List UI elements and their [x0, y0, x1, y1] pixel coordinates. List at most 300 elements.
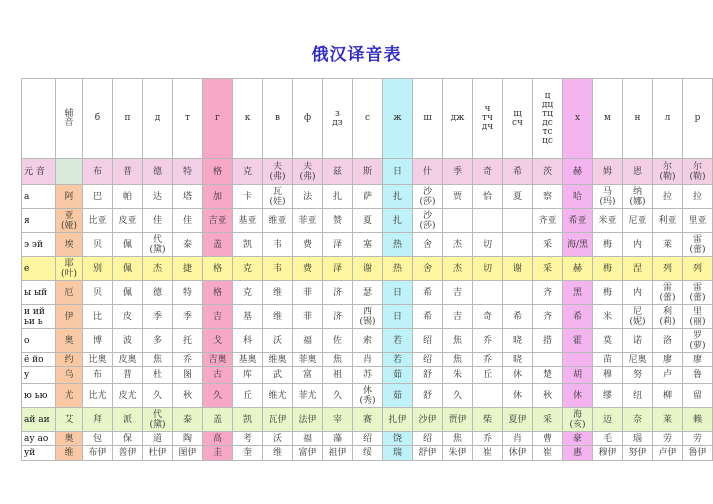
- row-vowel-label: и ий ьи ь: [22, 305, 56, 329]
- table-cell: 贾: [443, 185, 473, 209]
- table-cell: 奥: [56, 329, 83, 353]
- table-cell: 采: [533, 408, 563, 432]
- table-cell: 加: [203, 185, 233, 209]
- table-cell: 皮: [113, 305, 143, 329]
- header-consonant: в: [263, 79, 293, 159]
- table-cell: 哈: [563, 185, 593, 209]
- table-cell: 朱: [443, 367, 473, 384]
- table-cell: 焦: [143, 353, 173, 367]
- table-cell: 克: [233, 159, 263, 185]
- table-cell: 纳 (娜): [623, 185, 653, 209]
- header-consonant: ж: [383, 79, 413, 159]
- table-cell: 托: [173, 329, 203, 353]
- table-cell: 利亚: [653, 209, 683, 233]
- table-cell: 拉: [653, 185, 683, 209]
- table-cell: 杜伊: [143, 446, 173, 461]
- table-cell: 休 (秀): [353, 384, 383, 408]
- table-cell: [473, 384, 503, 408]
- table-row: [22, 233, 713, 257]
- table-cell: 鲁伊: [683, 446, 713, 461]
- table-cell: 库: [233, 367, 263, 384]
- table-cell: 吉亚: [203, 209, 233, 233]
- table-row: [22, 281, 713, 305]
- table-cell: 丘: [473, 367, 503, 384]
- header-consonant: б: [83, 79, 113, 159]
- table-row: [22, 367, 713, 384]
- table-cell: 廖: [683, 353, 713, 367]
- table-cell: 克: [233, 281, 263, 305]
- table-cell: 比奥: [83, 353, 113, 367]
- table-cell: 杜: [143, 367, 173, 384]
- table-cell: 比亚: [83, 209, 113, 233]
- table-cell: 派: [113, 408, 143, 432]
- table-cell: [503, 233, 533, 257]
- table-cell: 梅: [593, 233, 623, 257]
- table-cell: 茨: [533, 159, 563, 185]
- table-cell: 采: [533, 257, 563, 281]
- table-cell: 吉奥: [203, 353, 233, 367]
- table-cell: 乔: [173, 353, 203, 367]
- table-cell: 布: [83, 159, 113, 185]
- table-cell: 盖: [203, 233, 233, 257]
- table-cell: 焦: [443, 432, 473, 446]
- row-vowel-label: я: [22, 209, 56, 233]
- table-cell: 祖: [323, 367, 353, 384]
- table-cell: 乔: [473, 329, 503, 353]
- table-cell: 扎: [383, 185, 413, 209]
- table-cell: 绍: [413, 432, 443, 446]
- table-cell: 济: [323, 281, 353, 305]
- table-cell: 柴: [473, 408, 503, 432]
- table-cell: 格: [203, 281, 233, 305]
- table-cell: 若: [383, 353, 413, 367]
- table-cell: 内: [623, 233, 653, 257]
- header-consonant: щ сч: [503, 79, 533, 159]
- table-cell: 涅: [623, 257, 653, 281]
- table-cell: 瑞: [383, 446, 413, 461]
- table-cell: 舒伊: [413, 446, 443, 461]
- table-cell: 雷 (蕾): [683, 233, 713, 257]
- table-cell: 季: [443, 159, 473, 185]
- table-cell: 图伊: [173, 446, 203, 461]
- table-cell: 希亚: [563, 209, 593, 233]
- table-cell: 秋: [533, 384, 563, 408]
- table-cell: 久: [443, 384, 473, 408]
- table-cell: 齐亚: [533, 209, 563, 233]
- table-cell: 奇: [473, 159, 503, 185]
- table-cell: 里亚: [683, 209, 713, 233]
- header-consonant: п: [113, 79, 143, 159]
- table-cell: [473, 281, 503, 305]
- table-cell: [533, 353, 563, 367]
- table-cell: 梅: [593, 281, 623, 305]
- table-cell: 菲: [293, 305, 323, 329]
- table-cell: 格: [203, 257, 233, 281]
- table-cell: 海 (亥): [563, 408, 593, 432]
- table-cell: 恰: [473, 185, 503, 209]
- table-cell: 尼亚: [623, 209, 653, 233]
- header-consonant: 辅 音: [56, 79, 83, 159]
- table-cell: 楚: [533, 367, 563, 384]
- table-cell: 佩: [113, 281, 143, 305]
- table-cell: 焦: [443, 353, 473, 367]
- table-cell: 吉: [443, 281, 473, 305]
- table-cell: 热: [383, 257, 413, 281]
- table-cell: 杰: [443, 257, 473, 281]
- table-cell: 克: [233, 257, 263, 281]
- table-cell: 曹: [533, 432, 563, 446]
- table-cell: 约: [56, 353, 83, 367]
- header-consonant: х: [563, 79, 593, 159]
- header-consonant: дж: [443, 79, 473, 159]
- table-cell: 科: [233, 329, 263, 353]
- header-consonant: м: [593, 79, 623, 159]
- table-cell: 菲奥: [293, 353, 323, 367]
- table-cell: 什: [413, 159, 443, 185]
- table-cell: 海/黑: [563, 233, 593, 257]
- table-cell: 波: [113, 329, 143, 353]
- table-cell: 焦: [443, 329, 473, 353]
- table-cell: 凯: [233, 233, 263, 257]
- table-cell: 塔: [173, 185, 203, 209]
- table-cell: 福: [293, 329, 323, 353]
- table-cell: 卢: [653, 367, 683, 384]
- table-cell: 奎: [233, 446, 263, 461]
- table-cell: 里 (丽): [683, 305, 713, 329]
- table-cell: 福: [293, 432, 323, 446]
- table-cell: 伊: [56, 305, 83, 329]
- table-cell: 普: [113, 367, 143, 384]
- table-cell: 普伊: [113, 446, 143, 461]
- header-consonant: ч тч дч: [473, 79, 503, 159]
- table-cell: 藻: [323, 432, 353, 446]
- table-cell: 休: [503, 367, 533, 384]
- table-cell: 日: [383, 305, 413, 329]
- table-cell: 茹: [383, 384, 413, 408]
- row-vowel-label: у: [22, 367, 56, 384]
- table-cell: 莱: [653, 408, 683, 432]
- table-cell: 沙 (莎): [413, 209, 443, 233]
- table-cell: 赛: [353, 408, 383, 432]
- table-cell: 乔: [473, 353, 503, 367]
- header-consonant: ц дц тц дс тс цс: [533, 79, 563, 159]
- table-cell: 武: [263, 367, 293, 384]
- row-vowel-label: ай аи: [22, 408, 56, 432]
- table-cell: 韦: [263, 257, 293, 281]
- table-cell: 佩: [113, 257, 143, 281]
- table-cell: 努伊: [623, 446, 653, 461]
- table-cell: 扎: [323, 185, 353, 209]
- header-corner: [22, 79, 56, 159]
- table-cell: 比尤: [83, 384, 113, 408]
- table-cell: 丘: [233, 384, 263, 408]
- table-cell: 德: [143, 281, 173, 305]
- table-cell: 佐: [323, 329, 353, 353]
- row-vowel-label: 元 音: [22, 159, 56, 185]
- table-cell: 赞: [323, 209, 353, 233]
- table-cell: 尼 (妮): [623, 305, 653, 329]
- table-cell: 拜: [83, 408, 113, 432]
- table-cell: 希: [503, 159, 533, 185]
- table-cell: 兹: [323, 159, 353, 185]
- table-cell: 夫 (弗): [293, 159, 323, 185]
- table-cell: 亚 (娅): [56, 209, 83, 233]
- table-cell: 赖: [683, 408, 713, 432]
- table-cell: 齐: [533, 281, 563, 305]
- row-vowel-label: ю ью: [22, 384, 56, 408]
- table-cell: 费: [293, 233, 323, 257]
- table-cell: 尔 (勒): [653, 159, 683, 185]
- table-cell: 休伊: [503, 446, 533, 461]
- table-cell: 吉: [443, 305, 473, 329]
- table-cell: 穆伊: [593, 446, 623, 461]
- table-cell: 萨: [353, 185, 383, 209]
- table-cell: 法: [293, 185, 323, 209]
- table-cell: 代 (黛): [143, 233, 173, 257]
- table-cell: 博: [83, 329, 113, 353]
- table-cell: 泽: [323, 233, 353, 257]
- table-cell: 西 (锡): [353, 305, 383, 329]
- table-cell: 夏伊: [503, 408, 533, 432]
- table-cell: 沃: [263, 329, 293, 353]
- row-vowel-label: о: [22, 329, 56, 353]
- table-cell: 包: [83, 432, 113, 446]
- table-cell: 毛: [593, 432, 623, 446]
- table-cell: 梅: [593, 257, 623, 281]
- table-cell: 夏: [353, 209, 383, 233]
- table-cell: 休: [563, 384, 593, 408]
- table-cell: 德: [143, 159, 173, 185]
- table-cell: 惠: [563, 446, 593, 461]
- table-cell: 马 (玛): [593, 185, 623, 209]
- table-cell: 苗: [593, 353, 623, 367]
- table-cell: 舒: [413, 367, 443, 384]
- table-cell: 沙伊: [413, 408, 443, 432]
- header-consonant: т: [173, 79, 203, 159]
- table-cell: 崔: [473, 446, 503, 461]
- table-cell: 齐: [533, 305, 563, 329]
- table-row: [22, 257, 713, 281]
- table-cell: 达: [143, 185, 173, 209]
- table-cell: 富伊: [293, 446, 323, 461]
- table-cell: 斯: [353, 159, 383, 185]
- table-cell: 菲: [293, 281, 323, 305]
- table-cell: 措: [533, 329, 563, 353]
- table-cell: 米: [593, 305, 623, 329]
- table-cell: 济: [323, 305, 353, 329]
- table-cell: 鲁: [683, 367, 713, 384]
- header-consonant: г: [203, 79, 233, 159]
- table-cell: 祖伊: [323, 446, 353, 461]
- table-cell: 费: [293, 257, 323, 281]
- table-cell: 比: [83, 305, 113, 329]
- table-cell: 恩: [623, 159, 653, 185]
- table-cell: 道: [143, 432, 173, 446]
- header-consonant: д: [143, 79, 173, 159]
- table-cell: 埃: [56, 233, 83, 257]
- table-cell: 谢: [353, 257, 383, 281]
- table-cell: 绍: [413, 353, 443, 367]
- table-cell: 列: [653, 257, 683, 281]
- table-cell: 绥: [353, 446, 383, 461]
- table-cell: 基奥: [233, 353, 263, 367]
- table-row: [22, 384, 713, 408]
- table-cell: [503, 281, 533, 305]
- table-cell: 切: [473, 257, 503, 281]
- table-cell: 沃: [263, 432, 293, 446]
- header-consonant: к: [233, 79, 263, 159]
- table-cell: 法伊: [293, 408, 323, 432]
- table-cell: 廖: [653, 353, 683, 367]
- table-cell: 若: [383, 329, 413, 353]
- table-cell: 维: [263, 446, 293, 461]
- table-cell: 塞: [353, 233, 383, 257]
- table-cell: 奇: [473, 305, 503, 329]
- table-cell: 瑙: [623, 432, 653, 446]
- table-cell: [56, 159, 83, 185]
- table-cell: 帕: [113, 185, 143, 209]
- table-cell: 特: [173, 281, 203, 305]
- table-cell: 圭: [203, 446, 233, 461]
- table-cell: 瓦 (娃): [263, 185, 293, 209]
- table-cell: 舍: [413, 233, 443, 257]
- table-cell: 盖: [203, 408, 233, 432]
- table-cell: 瑟: [353, 281, 383, 305]
- table-cell: 卡: [233, 185, 263, 209]
- table-cell: 察: [533, 185, 563, 209]
- table-cell: 休: [503, 384, 533, 408]
- table-cell: 拉: [683, 185, 713, 209]
- table-cell: 柳: [653, 384, 683, 408]
- table-cell: 佳: [173, 209, 203, 233]
- table-cell: 留: [683, 384, 713, 408]
- header-consonant: н: [623, 79, 653, 159]
- table-cell: 肖: [503, 432, 533, 446]
- table-cell: 莫: [593, 329, 623, 353]
- table-cell: 霍: [563, 329, 593, 353]
- table-cell: 米亚: [593, 209, 623, 233]
- table-cell: 姆: [593, 159, 623, 185]
- table-cell: 泽: [323, 257, 353, 281]
- row-vowel-label: а: [22, 185, 56, 209]
- table-cell: 基亚: [233, 209, 263, 233]
- table-cell: 日: [383, 281, 413, 305]
- table-cell: 绍: [413, 329, 443, 353]
- table-cell: [473, 209, 503, 233]
- table-row: [22, 159, 713, 185]
- table-row: [22, 353, 713, 367]
- table-cell: 基: [233, 305, 263, 329]
- table-cell: 努: [623, 367, 653, 384]
- table-cell: 穆: [593, 367, 623, 384]
- row-vowel-label: е: [22, 257, 56, 281]
- table-cell: [563, 353, 593, 367]
- table-cell: 维亚: [263, 209, 293, 233]
- table-cell: 黑: [563, 281, 593, 305]
- table-cell: 泰: [173, 408, 203, 432]
- table-cell: [503, 209, 533, 233]
- table-cell: 希: [503, 305, 533, 329]
- table-cell: 瓦伊: [263, 408, 293, 432]
- table-cell: 捷: [173, 257, 203, 281]
- table-cell: 舒: [413, 384, 443, 408]
- table-cell: 厄: [56, 281, 83, 305]
- table-cell: 贝: [83, 281, 113, 305]
- table-cell: 佳: [143, 209, 173, 233]
- row-vowel-label: уй: [22, 446, 56, 461]
- table-cell: 陶: [173, 432, 203, 446]
- table-cell: 赫: [563, 257, 593, 281]
- table-cell: 索: [353, 329, 383, 353]
- table-cell: 菲尤: [293, 384, 323, 408]
- table-cell: 皮奥: [113, 353, 143, 367]
- table-cell: 维奥: [263, 353, 293, 367]
- header-consonant: с: [353, 79, 383, 159]
- table-cell: 焦: [323, 353, 353, 367]
- table-cell: 罗 (萝): [683, 329, 713, 353]
- table-cell: 耶 (叶): [56, 257, 83, 281]
- table-cell: 维: [263, 281, 293, 305]
- table-cell: 朱伊: [443, 446, 473, 461]
- table-row: [22, 185, 713, 209]
- header-consonant: ф: [293, 79, 323, 159]
- table-cell: 季: [173, 305, 203, 329]
- table-cell: 佩: [113, 233, 143, 257]
- table-cell: 希: [413, 305, 443, 329]
- table-cell: 乔: [473, 432, 503, 446]
- table-cell: 卢伊: [653, 446, 683, 461]
- table-cell: 晓: [503, 329, 533, 353]
- table-cell: 诺: [623, 329, 653, 353]
- table-cell: 巴: [83, 185, 113, 209]
- table-cell: 高: [203, 432, 233, 446]
- table-cell: 布: [83, 367, 113, 384]
- table-cell: 秋: [173, 384, 203, 408]
- table-cell: 扎: [383, 209, 413, 233]
- table-cell: 热: [383, 233, 413, 257]
- table-cell: 格: [203, 159, 233, 185]
- header-row: [22, 79, 713, 159]
- table-cell: 图: [173, 367, 203, 384]
- table-cell: 戈: [203, 329, 233, 353]
- table-cell: 莱: [653, 233, 683, 257]
- header-consonant: л: [653, 79, 683, 159]
- table-cell: 尤: [56, 384, 83, 408]
- table-cell: 普: [113, 159, 143, 185]
- table-cell: 内: [623, 281, 653, 305]
- table-cell: 代 (黛): [143, 408, 173, 432]
- table-cell: 采: [533, 233, 563, 257]
- table-cell: 雷 (蕾): [653, 281, 683, 305]
- table-cell: 晓: [503, 353, 533, 367]
- table-row: [22, 329, 713, 353]
- table-cell: 切: [473, 233, 503, 257]
- table-cell: 别: [83, 257, 113, 281]
- table-cell: 谢: [503, 257, 533, 281]
- table-cell: 希: [413, 281, 443, 305]
- table-cell: 皮尤: [113, 384, 143, 408]
- table-cell: 特: [173, 159, 203, 185]
- table-cell: 苏: [353, 367, 383, 384]
- table-cell: 胡: [563, 367, 593, 384]
- table-cell: 沙 (莎): [413, 185, 443, 209]
- table-cell: 菲亚: [293, 209, 323, 233]
- table-cell: 杰: [143, 257, 173, 281]
- table-row: [22, 305, 713, 329]
- table-cell: 维: [56, 446, 83, 461]
- table-cell: 维尤: [263, 384, 293, 408]
- table-cell: 纽: [623, 384, 653, 408]
